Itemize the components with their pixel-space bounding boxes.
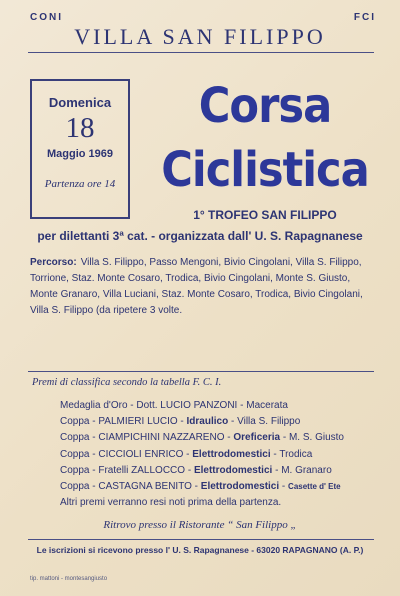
prize-category: Idraulico (186, 416, 229, 428)
prize-donor: Fratelli ZALLOCCO (98, 464, 186, 476)
prize-category: Elettrodomestici (192, 448, 271, 460)
prize-donor: PALMIERI LUCIO (98, 416, 178, 428)
prize-type: Medaglia d'Oro (60, 400, 128, 411)
prize-type: Coppa (60, 432, 90, 444)
day-name: Domenica (48, 95, 112, 110)
prize-place: Villa S. Filippo (237, 416, 301, 428)
prize-place: Macerata (246, 400, 288, 411)
prize-type: Coppa (60, 481, 90, 493)
race-category: per dilettanti 3ª cat. - organizzata dall' U. S. Rapagnanese (37, 229, 363, 243)
prize-category: Oreficeria (233, 432, 281, 444)
prize-donor: CICCIOLI ENRICO (98, 448, 184, 460)
prize-donor: CASTAGNA BENITO (98, 481, 192, 493)
prize-donor: CIAMPICHINI NAZZARENO (98, 432, 225, 444)
prize-place: M. Granaro (281, 464, 332, 476)
route-text: Villa S. Filippo, Passo Mengoni, Bivio Cingolani, Villa S. Filippo, Torrione, Staz. Monte Cosaro, Trodica, Bivio Cingolani, Monte S. Giusto, Monte Granaro, Villa Luciani, Staz. Monte Cosaro, Trodica, Bivio Cingolani, Villa S. Filippo (da ripetere 3 volte. (30, 257, 363, 316)
enrollment-info: Le iscrizioni si ricevono presso l' U. S. Rapagnanese - 63020 RAPAGNANO (A. P.) (36, 545, 364, 555)
coni-label: CONI (30, 12, 63, 23)
prize-list (60, 398, 380, 511)
route (30, 255, 374, 319)
prize-line: Coppa - CIAMPICHINI NAZZARENO - Oreficeria - M. S. Giusto (60, 432, 344, 444)
prize-donor: Dott. LUCIO PANZONI (136, 400, 238, 411)
prize-rule (28, 371, 374, 372)
departure-time: Partenza ore 14 (44, 178, 116, 190)
fci-label: FCI (353, 12, 376, 23)
prize-line: Medaglia d'Oro - Dott. LUCIO PANZONI - Macerata (60, 400, 288, 411)
prize-place: Casette d' Ete (288, 482, 341, 492)
header-rule (28, 52, 374, 53)
prize-line: Coppa - Fratelli ZALLOCCO - Elettrodomestici - M. Granaro (60, 464, 332, 476)
prize-line: Coppa - PALMIERI LUCIO - Idraulico - Villa S. Filippo (60, 416, 301, 428)
day-number: 18 (65, 112, 95, 144)
prize-footer: Altri premi verranno resi noti prima della partenza. (60, 497, 282, 509)
month-year: Maggio 1969 (46, 148, 114, 160)
prize-place: M. S. Giusto (288, 432, 344, 444)
prize-place: Trodica (279, 448, 313, 460)
prize-type: Coppa (60, 448, 90, 460)
prize-category: Elettrodomestici (200, 481, 280, 493)
printer-credit: tip. mattoni - montesangiusto (30, 576, 108, 582)
prize-heading: Premi di classifica secondo la tabella F. C. I. (32, 377, 222, 388)
village-title: VILLA SAN FILIPPO (74, 24, 326, 49)
prize-type: Coppa (60, 464, 90, 476)
prize-line: Coppa - CICCIOLI ENRICO - Elettrodomestici - Trodica (60, 448, 313, 460)
date-box (30, 79, 130, 219)
footer-rule (28, 539, 374, 540)
route-label: Percorso: (30, 257, 77, 268)
prize-type: Coppa (60, 416, 90, 428)
title-line-2: Ciclistica (161, 142, 369, 198)
meeting-point: Ritrovo presso il Ristorante “ San Filippo „ (103, 519, 297, 531)
prize-category: Elettrodomestici (193, 464, 273, 476)
trophy-name: 1° TROFEO SAN FILIPPO (193, 208, 337, 222)
prize-line: Coppa - CASTAGNA BENITO - Elettrodomestici - Casette d' Ete (60, 481, 341, 493)
title-line-1: Corsa (198, 78, 332, 134)
